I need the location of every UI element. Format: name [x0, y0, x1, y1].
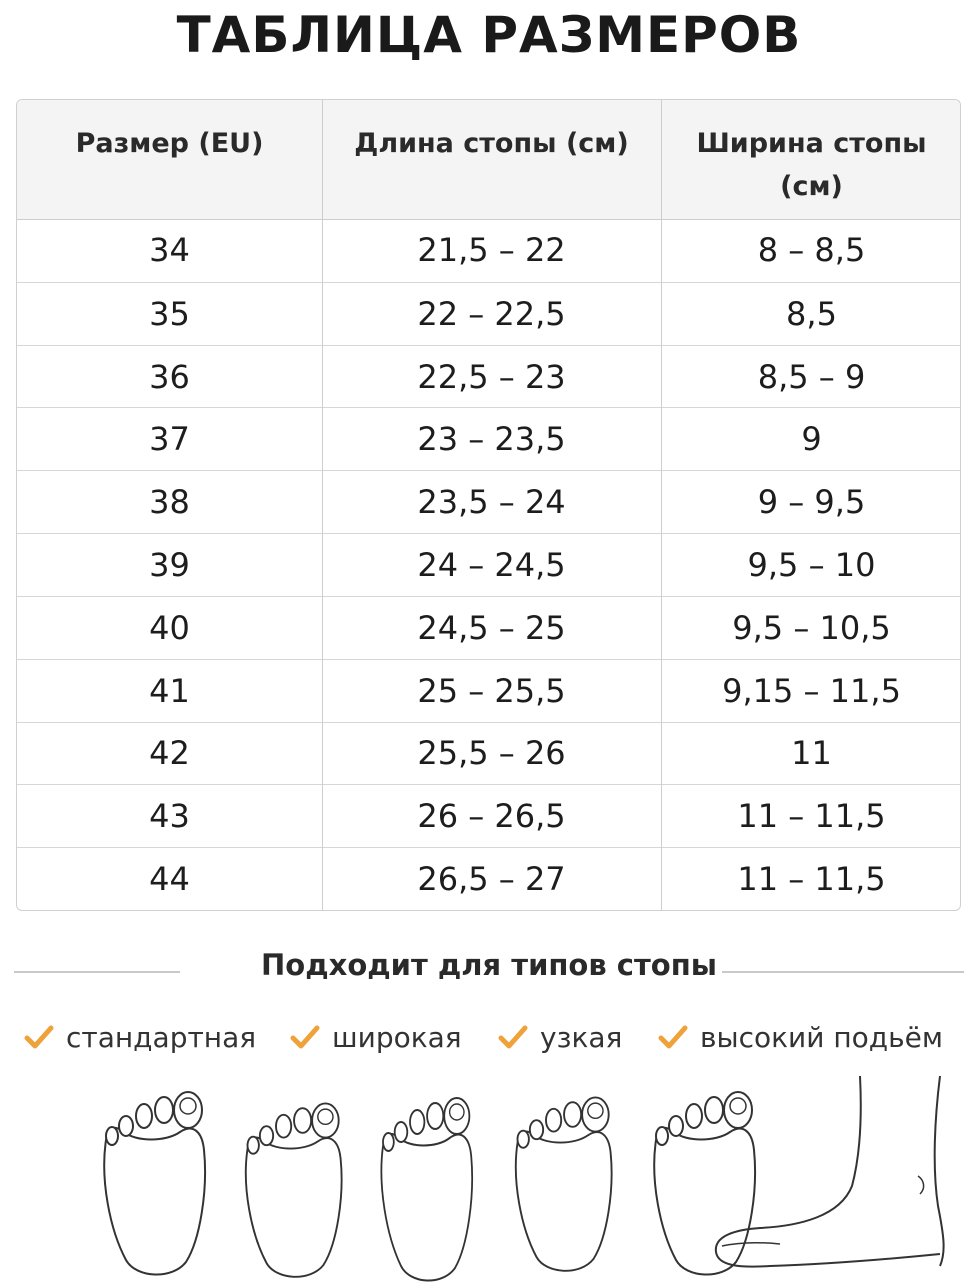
- length-cell: 25 – 25,5: [417, 671, 566, 710]
- header-length-label: Длина стопы (см): [354, 128, 629, 159]
- page-title: ТАБЛИЦА РАЗМЕРОВ: [176, 6, 802, 64]
- feet-illustration: [0, 1076, 978, 1284]
- foot-type-wide: [288, 1020, 462, 1054]
- foot-type-narrow: [496, 1020, 622, 1054]
- table-header: [17, 100, 960, 220]
- width-cell: 8,5 – 9: [757, 357, 866, 396]
- checkmark-icon: [22, 1020, 56, 1054]
- foot-type-label: широкая: [332, 1020, 462, 1054]
- foot-type-high-instep: [656, 1020, 943, 1054]
- length-cell: 26 – 26,5: [417, 797, 566, 836]
- width-cell: 9,5 – 10,5: [732, 608, 891, 647]
- foot-outline-icon: [104, 1092, 205, 1275]
- width-cell: 9: [801, 420, 822, 459]
- width-cell: 8 – 8,5: [757, 231, 866, 270]
- table-row: [17, 282, 960, 345]
- size-cell: 44: [149, 860, 190, 899]
- header-width-label: Ширина стопы: [696, 128, 927, 159]
- foot-outline-icon: [516, 1097, 612, 1270]
- size-cell: 43: [149, 797, 190, 836]
- table-row: [17, 847, 960, 910]
- width-cell: 9 – 9,5: [757, 483, 866, 522]
- table-row: [17, 470, 960, 533]
- width-cell: 9,5 – 10: [747, 545, 876, 584]
- divider-right: [722, 971, 964, 973]
- size-cell: 38: [149, 483, 190, 522]
- table-row: [17, 219, 960, 282]
- size-cell: 40: [149, 608, 190, 647]
- width-cell: 11: [791, 734, 832, 773]
- header-size: [17, 100, 322, 219]
- length-cell: 25,5 – 26: [417, 734, 566, 773]
- checkmark-icon: [288, 1020, 322, 1054]
- header-width-unit: (см): [780, 171, 843, 202]
- table-row: [17, 407, 960, 470]
- size-table: [16, 99, 961, 911]
- length-cell: 22,5 – 23: [417, 357, 566, 396]
- width-cell: 11 – 11,5: [737, 797, 886, 836]
- foot-outline-icon: [654, 1092, 755, 1275]
- table-row: [17, 659, 960, 722]
- checkmark-icon: [656, 1020, 690, 1054]
- column-divider: [322, 100, 323, 910]
- size-cell: 34: [149, 231, 190, 270]
- length-cell: 24,5 – 25: [417, 608, 566, 647]
- table-row: [17, 784, 960, 847]
- length-cell: 23 – 23,5: [417, 420, 566, 459]
- width-cell: 11 – 11,5: [737, 860, 886, 899]
- checkmark-icon: [496, 1020, 530, 1054]
- foot-type-label: высокий подьём: [700, 1020, 943, 1054]
- foot-outline-icon: [381, 1098, 472, 1281]
- size-cell: 37: [149, 420, 190, 459]
- table-row: [17, 596, 960, 659]
- width-cell: 9,15 – 11,5: [722, 671, 901, 710]
- length-cell: 23,5 – 24: [417, 483, 566, 522]
- size-cell: 41: [149, 671, 190, 710]
- size-cell: 35: [149, 294, 190, 333]
- table-row: [17, 722, 960, 785]
- table-row: [17, 533, 960, 596]
- header-size-label: Размер (EU): [75, 128, 264, 159]
- foot-type-standard: [22, 1020, 256, 1054]
- header-width: [661, 100, 961, 219]
- size-cell: 36: [149, 357, 190, 396]
- size-cell: 39: [149, 545, 190, 584]
- foot-type-label: стандартная: [66, 1020, 257, 1054]
- length-cell: 26,5 – 27: [417, 860, 566, 899]
- header-length: [322, 100, 661, 219]
- foot-types: [0, 1020, 978, 1064]
- foot-type-label: узкая: [540, 1020, 623, 1054]
- foot-outline-icon: [246, 1103, 342, 1276]
- length-cell: 24 – 24,5: [417, 545, 566, 584]
- table-row: [17, 345, 960, 408]
- length-cell: 22 – 22,5: [417, 294, 566, 333]
- size-cell: 42: [149, 734, 190, 773]
- length-cell: 21,5 – 22: [417, 231, 566, 270]
- width-cell: 8,5: [786, 294, 837, 333]
- suitable-title: Подходит для типов стопы: [261, 948, 717, 982]
- column-divider: [661, 100, 662, 910]
